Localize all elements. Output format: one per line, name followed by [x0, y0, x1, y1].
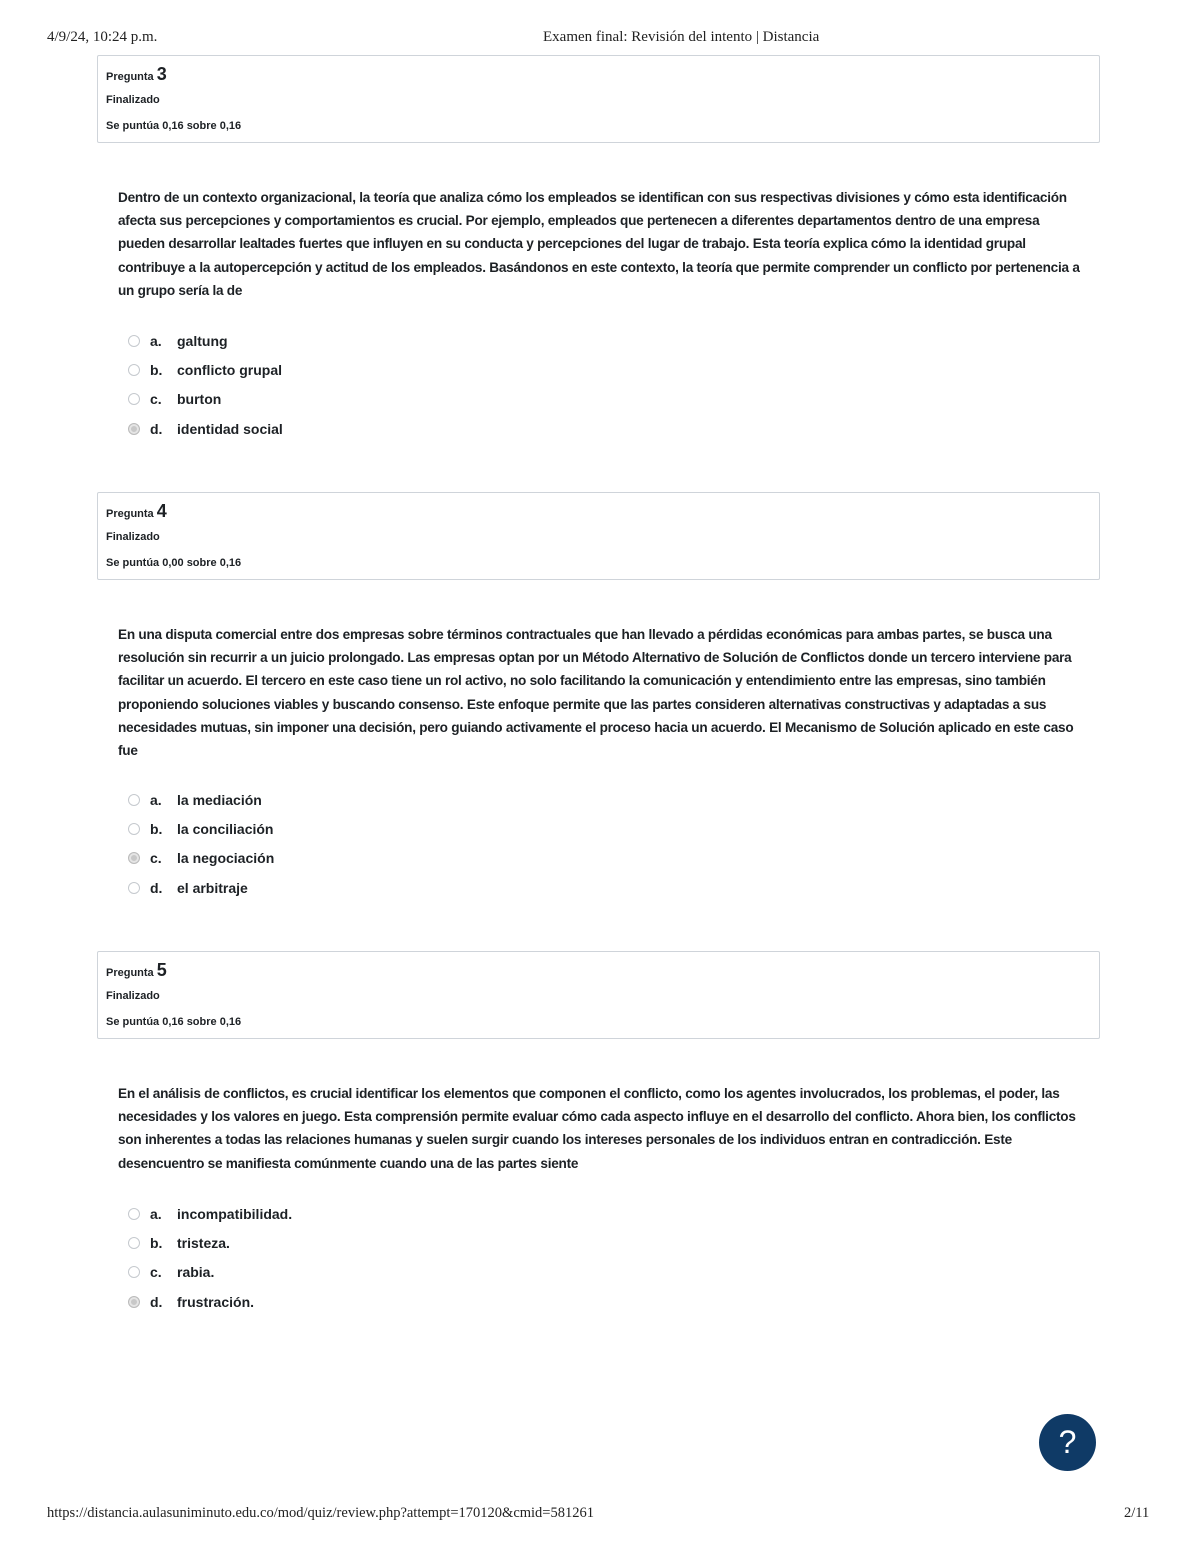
- answer-option[interactable]: [128, 1287, 292, 1316]
- option-text: conflicto grupal: [177, 362, 282, 379]
- answer-options: [128, 1199, 292, 1317]
- radio-button[interactable]: [128, 882, 140, 894]
- option-letter: a.: [150, 1205, 162, 1222]
- question-number: [106, 64, 167, 85]
- question-state: Finalizado: [106, 990, 160, 1002]
- option-letter: a.: [150, 332, 162, 349]
- option-letter: d.: [150, 879, 163, 896]
- page-number: 2/11: [1124, 1505, 1150, 1521]
- question-label: Pregunta: [106, 967, 154, 979]
- print-url: https://distancia.aulasuniminuto.edu.co/mod/quiz/review.php?attempt=170120&cmid=581261: [47, 1505, 594, 1521]
- radio-button[interactable]: [128, 852, 140, 864]
- radio-button[interactable]: [128, 823, 140, 835]
- print-datetime: 4/9/24, 10:24 p.m.: [47, 29, 158, 45]
- question-text: En el análisis de conflictos, es crucial identificar los elementos que componen el conflicto, como los agentes involucrados, los problemas, el poder, las necesidades y los valores en juego. Esta comprensión permite evaluar cómo cada aspecto influye en el desarrollo del conflicto. Ahora bien, los conflictos son inherentes a todas las relaciones humanas y suelen surgir cuando los intereses personales de los individuos entran en contradicción. Este desencuentro se manifiesta comúnmente cuando una de las partes siente: [118, 1086, 1076, 1171]
- radio-button[interactable]: [128, 1208, 140, 1220]
- option-letter: b.: [150, 362, 163, 379]
- answer-option[interactable]: [128, 355, 283, 384]
- option-text: la conciliación: [177, 821, 274, 838]
- question-text: En una disputa comercial entre dos empresas sobre términos contractuales que han llevado a pérdidas económicas para ambas partes, se busca una resolución sin recurrir a un juicio prolongado. Las empresas optan por un Método Alternativo de Solución de Conflictos donde un tercero interviene para facilitar un acuerdo. El tercero en este caso tiene un rol activo, no solo facilitando la comunicación y entendimiento entre las empresas, sino también proponiendo soluciones viables y buscando consenso. Este enfoque permite que las partes consideren alternativas constructivas y adaptadas a sus necesidades mutuas, sin imponer una decisión, pero guiando activamente el proceso hacia un acuerdo. El Mecanismo de Solución aplicado en este caso fue: [118, 627, 1074, 759]
- answer-option[interactable]: [128, 326, 283, 355]
- option-text: galtung: [177, 332, 228, 349]
- option-text: la negociación: [177, 850, 275, 867]
- option-text: la mediación: [177, 791, 262, 808]
- question-text: Dentro de un contexto organizacional, la teoría que analiza cómo los empleados se identifican con sus respectivas divisiones y cómo esta identificación afecta sus percepciones y comportamientos es crucial. Por ejemplo, empleados que pertenecen a diferentes departamentos dentro de una empresa pueden desarrollar lealtades fuertes que influyen en su conducta y percepciones del lugar de trabajo. Esta teoría explica cómo la identidad grupal contribuye a la autopercepción y actitud de los empleados. Basándonos en este contexto, la teoría que permite comprender un conflicto por pertenencia a un grupo sería la de: [118, 190, 1080, 298]
- question-number: [106, 960, 167, 981]
- option-letter: a.: [150, 791, 162, 808]
- option-text: rabia.: [177, 1264, 215, 1281]
- answer-option[interactable]: [128, 414, 283, 443]
- print-title: Examen final: Revisión del intento | Distancia: [543, 29, 820, 45]
- option-letter: c.: [150, 1264, 162, 1281]
- option-letter: b.: [150, 821, 163, 838]
- question-number: [106, 501, 167, 522]
- answer-option[interactable]: [128, 1199, 292, 1228]
- question-info-box: [97, 492, 1100, 580]
- radio-button[interactable]: [128, 393, 140, 405]
- radio-button[interactable]: [128, 794, 140, 806]
- question-label: Pregunta: [106, 71, 154, 83]
- question-info-box: [97, 951, 1100, 1039]
- question-grade: Se puntúa 0,16 sobre 0,16: [106, 1016, 242, 1028]
- radio-button[interactable]: [128, 335, 140, 347]
- answer-options: [128, 326, 283, 444]
- question-label: Pregunta: [106, 508, 154, 520]
- option-text: incompatibilidad.: [177, 1205, 293, 1222]
- answer-option[interactable]: [128, 385, 283, 414]
- option-text: tristeza.: [177, 1235, 230, 1252]
- option-letter: d.: [150, 420, 163, 437]
- option-text: frustración.: [177, 1293, 255, 1310]
- option-letter: c.: [150, 391, 162, 408]
- help-icon: ?: [1058, 1424, 1077, 1460]
- radio-button[interactable]: [128, 423, 140, 435]
- option-letter: c.: [150, 850, 162, 867]
- option-text: identidad social: [177, 420, 283, 437]
- answer-option[interactable]: [128, 814, 274, 843]
- radio-button[interactable]: [128, 1296, 140, 1308]
- question-number-value: 4: [156, 501, 167, 521]
- option-text: burton: [177, 391, 222, 408]
- answer-option[interactable]: [128, 1258, 292, 1287]
- radio-button[interactable]: [128, 1237, 140, 1249]
- question-state: Finalizado: [106, 94, 160, 106]
- question-grade: Se puntúa 0,00 sobre 0,16: [106, 557, 242, 569]
- option-letter: d.: [150, 1293, 163, 1310]
- question-number-value: 3: [156, 64, 167, 84]
- help-button[interactable]: [1039, 1414, 1096, 1471]
- radio-button[interactable]: [128, 364, 140, 376]
- radio-button[interactable]: [128, 1266, 140, 1278]
- answer-option[interactable]: [128, 844, 274, 873]
- question-info-box: [97, 55, 1100, 143]
- answer-option[interactable]: [128, 873, 274, 902]
- question-grade: Se puntúa 0,16 sobre 0,16: [106, 120, 242, 132]
- option-text: el arbitraje: [177, 879, 248, 896]
- question-number-value: 5: [156, 960, 167, 980]
- question-state: Finalizado: [106, 531, 160, 543]
- answer-options: [128, 785, 274, 903]
- answer-option[interactable]: [128, 1228, 292, 1257]
- option-letter: b.: [150, 1235, 163, 1252]
- answer-option[interactable]: [128, 785, 274, 814]
